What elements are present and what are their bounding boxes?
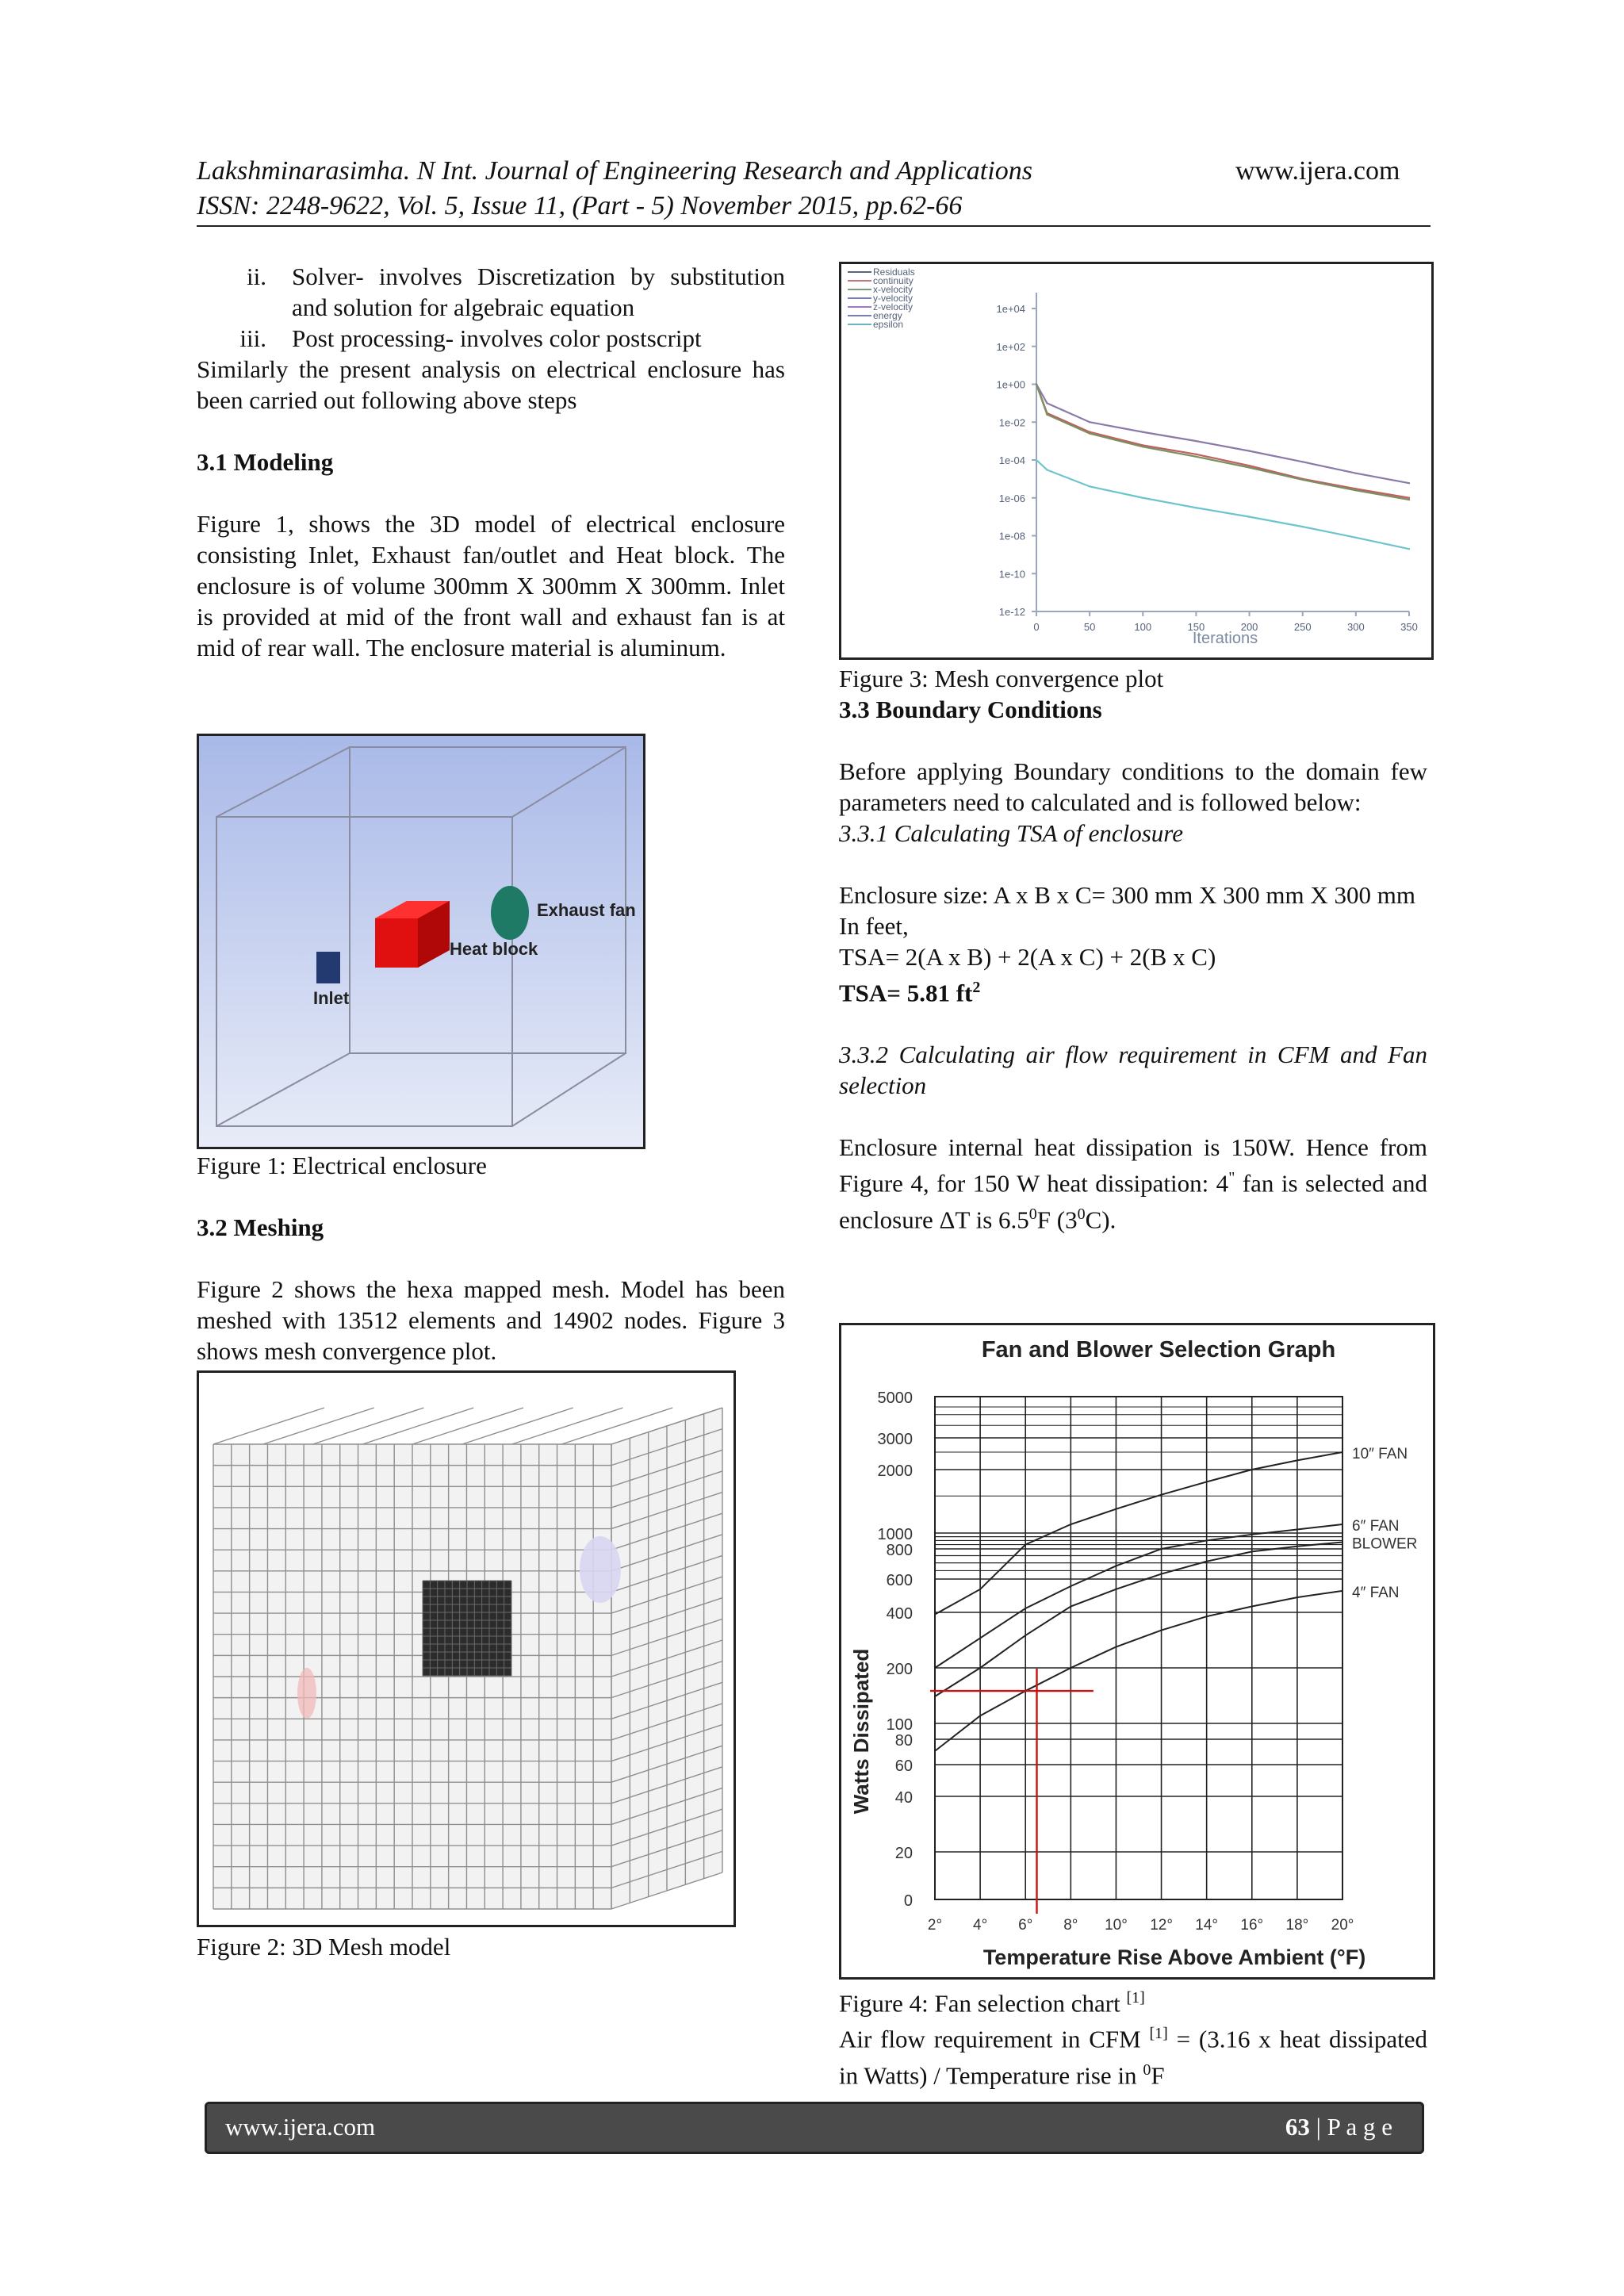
- section-heading-modeling: 3.1 Modeling: [197, 448, 334, 476]
- figure-2-mesh-model: [197, 1370, 736, 1927]
- list-number: iii.: [239, 324, 266, 352]
- section-heading-boundary: 3.3 Boundary Conditions: [839, 696, 1102, 723]
- figure-1-caption: Figure 1: Electrical enclosure: [197, 1152, 487, 1179]
- paragraph-airflow-formula: Air flow requirement in CFM [1] = (3.16 x heat dissipated in Watts) / Temperature rise in $^0$F: [839, 2025, 1427, 2089]
- convergence-point: [1195, 456, 1197, 458]
- fan-chart-x-tick: 6°: [1018, 1917, 1033, 1934]
- fan-curve-label: 10″ FAN: [1352, 1445, 1408, 1462]
- inlet-shape: [316, 952, 340, 983]
- convergence-point: [1248, 516, 1250, 517]
- convergence-y-tick: 1e-06: [998, 492, 1025, 504]
- fan-chart-y-tick: 0: [903, 1892, 913, 1910]
- convergence-legend-entry: energy: [873, 310, 902, 321]
- convergence-point: [1408, 497, 1410, 499]
- fan-chart-y-tick: 100: [886, 1716, 913, 1734]
- fan-chart-y-tick: 1000: [877, 1526, 913, 1543]
- convergence-point: [1142, 497, 1143, 499]
- fan-chart-y-tick: 600: [886, 1572, 913, 1589]
- convergence-point: [1408, 499, 1410, 500]
- tsa-formula: TSA= 2(A x B) + 2(A x C) + 2(B x C): [839, 943, 1216, 971]
- convergence-y-tick: 1e+02: [996, 340, 1025, 353]
- figure-3-caption: Figure 3: Mesh convergence plot: [839, 665, 1164, 692]
- paragraph-modeling: Figure 1, shows the 3D model of electrical enclosure consisting Inlet, Exhaust fan/outlet and Heat block. The enclosure is of volume 300mm X 300mm X 300mm. Inlet is provided at mid of the front wall and exhaust fan is at mid of rear wall. The enclosure material is aluminum.: [197, 510, 785, 661]
- convergence-point: [1089, 485, 1090, 487]
- fan-chart-y-tick: 3000: [877, 1431, 913, 1448]
- fan-chart-y-tick: 80: [894, 1732, 913, 1750]
- fan-curve-label: 4″ FAN: [1352, 1584, 1400, 1601]
- paragraph-heat-dissipation: Enclosure internal heat dissipation is 150W. Hence from Figure 4, for 150 W heat dissipation: 4" fan is selected and enclosure ΔT is $6.5^0F$ $(3^0C)$.: [839, 1133, 1427, 1233]
- right-column: [839, 663, 1427, 1235]
- label-inlet: Inlet: [313, 988, 350, 1008]
- footer-page-number: 63 | P a g e: [1285, 2113, 1392, 2141]
- convergence-x-tick: 150: [1187, 621, 1205, 633]
- running-header-journal: Lakshminarasimha. N Int. Journal of Engineering Research and Applications: [197, 156, 1032, 186]
- mesh-render: [199, 1373, 733, 1925]
- page-footer: [205, 2102, 1424, 2154]
- convergence-point: [1408, 482, 1410, 484]
- fan-chart-y-tick: 200: [886, 1661, 913, 1678]
- convergence-point: [1355, 489, 1357, 491]
- fan-chart-y-label: Watts Dissipated: [849, 1648, 873, 1815]
- convergence-y-tick: 1e-08: [998, 530, 1025, 542]
- enclosure-render: [199, 736, 643, 1147]
- label-heat-block: Heat block: [450, 939, 538, 959]
- list-item-ii: [197, 261, 785, 323]
- convergence-x-tick: 300: [1347, 621, 1365, 633]
- convergence-legend-entry: x-velocity: [873, 284, 914, 295]
- convergence-chart: [841, 264, 1431, 657]
- convergence-point: [1408, 548, 1410, 550]
- paragraph-steps: Similarly the present analysis on electrical enclosure has been carried out following above steps: [197, 355, 785, 414]
- figure-3-convergence-plot: [839, 262, 1434, 660]
- convergence-y-tick: 1e-04: [998, 454, 1025, 466]
- convergence-x-tick: 50: [1083, 621, 1096, 633]
- convergence-point: [1248, 465, 1250, 466]
- running-header-issn: ISSN: 2248-9622, Vol. 5, Issue 11, (Part - 5) November 2015, pp.62-66: [197, 191, 963, 220]
- fan-chart-y-tick: 5000: [877, 1389, 913, 1407]
- header-rule: [197, 225, 1431, 227]
- convergence-y-tick: 1e+04: [996, 303, 1025, 315]
- fan-chart-y-tick: 60: [894, 1757, 913, 1775]
- convergence-y-tick: 1e+00: [996, 378, 1025, 391]
- left-column-2: [197, 1150, 785, 1366]
- figure-4-ref: [1]: [1126, 1989, 1145, 2007]
- fan-chart-y-tick: 400: [886, 1605, 913, 1623]
- figure-2-caption: Figure 2: 3D Mesh model: [197, 1933, 451, 1961]
- fan-selection-chart: [841, 1325, 1433, 1977]
- convergence-x-tick: 200: [1240, 621, 1258, 633]
- exhaust-fan-mesh: [580, 1536, 621, 1603]
- convergence-point: [1089, 432, 1090, 434]
- convergence-point: [1355, 537, 1357, 539]
- figure-1-enclosure-model: [197, 734, 645, 1149]
- convergence-legend-entry: z-velocity: [873, 301, 914, 312]
- tsa-result: [839, 972, 1427, 1008]
- fan-chart-title: Fan and Blower Selection Graph: [981, 1337, 1336, 1363]
- convergence-legend-entry: y-velocity: [873, 293, 914, 304]
- convergence-x-label: Iterations: [1192, 630, 1258, 647]
- inlet-mesh: [297, 1668, 316, 1719]
- convergence-point: [1248, 450, 1250, 451]
- paragraph-boundary: Before applying Boundary conditions to the domain few parameters need to calculated and is followed below:: [839, 757, 1427, 816]
- fan-chart-x-tick: 4°: [973, 1917, 988, 1934]
- enclosure-size: Enclosure size: A x B x C= 300 mm X 300 mm X 300 mm: [839, 881, 1416, 909]
- convergence-y-tick: 1e-02: [998, 416, 1025, 429]
- convergence-x-tick: 250: [1293, 621, 1312, 633]
- left-column: [197, 261, 785, 663]
- convergence-point: [1036, 459, 1037, 461]
- convergence-point: [1036, 383, 1037, 385]
- fan-chart-y-tick: 40: [894, 1789, 913, 1807]
- convergence-x-tick: 100: [1134, 621, 1152, 633]
- list-text: Solver- involves Discretization by substitution and solution for algebraic equation: [292, 263, 785, 321]
- convergence-point: [1142, 431, 1143, 433]
- fan-chart-y-tick: 20: [894, 1845, 913, 1862]
- fan-chart-x-tick: 18°: [1285, 1917, 1309, 1934]
- convergence-legend-entry: epsilon: [873, 319, 904, 330]
- convergence-point: [1046, 402, 1048, 404]
- fan-chart-x-tick: 16°: [1240, 1917, 1264, 1934]
- convergence-point: [1302, 479, 1304, 481]
- subsection-tsa: 3.3.1 Calculating TSA of enclosure: [839, 819, 1183, 847]
- fan-chart-y-tick: 800: [886, 1542, 913, 1559]
- convergence-point: [1302, 526, 1304, 527]
- list-text: Post processing- involves color postscript: [292, 324, 702, 352]
- tsa-exponent: 2: [972, 979, 981, 996]
- convergence-point: [1195, 507, 1197, 508]
- convergence-legend-entry: Residuals: [873, 266, 915, 278]
- convergence-point: [1355, 472, 1357, 473]
- figure-4-fan-selection-chart: [839, 1323, 1435, 1980]
- fan-chart-x-tick: 14°: [1195, 1917, 1219, 1934]
- fan-chart-x-label: Temperature Rise Above Ambient (°F): [982, 1945, 1366, 1969]
- list-item-iii: [197, 323, 785, 354]
- tsa-result-value: TSA= 5.81 ft: [839, 979, 973, 1007]
- fan-chart-x-tick: 10°: [1105, 1917, 1128, 1934]
- right-column-2: [839, 1983, 1427, 2091]
- convergence-point: [1248, 466, 1250, 468]
- fan-chart-x-tick: 12°: [1150, 1917, 1173, 1934]
- footer-website: www.ijera.com: [225, 2113, 376, 2141]
- convergence-point: [1195, 454, 1197, 455]
- convergence-point: [1142, 446, 1143, 447]
- convergence-point: [1046, 414, 1048, 416]
- convergence-point: [1302, 461, 1304, 462]
- convergence-point: [1046, 469, 1048, 470]
- fan-chart-x-tick: 2°: [927, 1917, 943, 1934]
- paragraph-meshing: Figure 2 shows the hexa mapped mesh. Model has been meshed with 13512 elements and 14902 nodes. Figure 3 shows mesh convergence plot.: [197, 1275, 785, 1365]
- convergence-point: [1089, 421, 1090, 423]
- figure-2-caption-block: [197, 1931, 785, 1962]
- convergence-legend-entry: continuity: [873, 275, 914, 286]
- convergence-x-tick: 0: [1033, 621, 1040, 633]
- fan-chart-y-tick: 2000: [877, 1462, 913, 1480]
- convergence-y-tick: 1e-12: [998, 606, 1025, 618]
- convergence-x-tick: 350: [1400, 621, 1418, 633]
- fan-chart-x-tick: 20°: [1331, 1917, 1354, 1934]
- running-header-website: www.ijera.com: [1235, 156, 1400, 186]
- list-number: ii.: [247, 263, 266, 290]
- fan-curve-label: 6″ FAN: [1352, 1517, 1400, 1535]
- fan-curve-label: BLOWER: [1352, 1535, 1418, 1553]
- figure-4-caption: Figure 4: Fan selection chart [1]: [839, 1989, 1145, 2018]
- convergence-point: [1195, 440, 1197, 442]
- convergence-y-tick: 1e-10: [998, 568, 1025, 581]
- label-exhaust-fan: Exhaust fan: [537, 900, 636, 920]
- section-heading-meshing: 3.2 Meshing: [197, 1213, 324, 1241]
- in-feet: In feet,: [839, 912, 909, 940]
- exhaust-fan-shape: [491, 886, 529, 940]
- subsection-airflow: 3.3.2 Calculating air flow requirement in CFM and Fan selection: [839, 1041, 1427, 1100]
- fan-chart-x-tick: 8°: [1063, 1917, 1078, 1934]
